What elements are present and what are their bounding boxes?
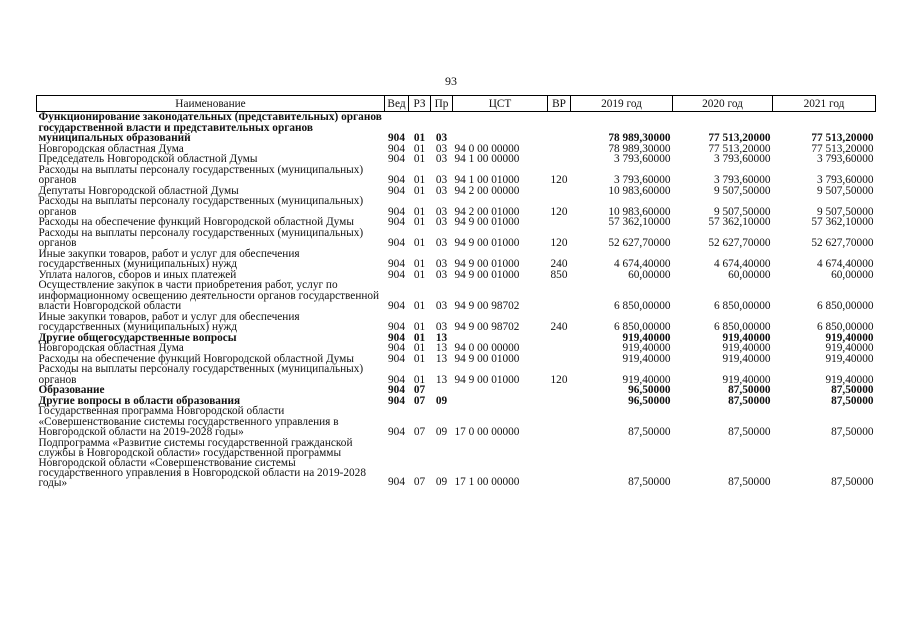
cell-2019: 96,50000 <box>628 384 671 396</box>
cell-pr: 09 <box>435 476 448 488</box>
cell-vr: 120 <box>550 373 568 386</box>
cell-cst: 94 9 00 01000 <box>454 268 520 281</box>
cell-2019: 919,40000 <box>622 373 671 386</box>
cell-rz: 01 <box>413 321 426 333</box>
cell-2019: 60,00000 <box>628 268 671 281</box>
cell-2020: 52 627,70000 <box>708 237 771 249</box>
cell-vr <box>548 186 571 197</box>
cell-ved: 904 <box>388 216 405 228</box>
header-pr: Пр <box>431 96 453 112</box>
cell-rz: 01 <box>413 205 426 218</box>
cell-pr: 03 <box>435 205 448 218</box>
cell-2019: 78 989,30000 <box>608 132 671 144</box>
cell-pr: 03 <box>435 142 448 155</box>
cell-2021: 3 793,60000 <box>817 174 874 186</box>
table-row <box>37 217 876 228</box>
cell-2021: 919,40000 <box>825 342 874 354</box>
cell-cst: 94 9 00 01000 <box>454 216 520 228</box>
cell-2020: 87,50000 <box>728 476 771 488</box>
cell-name: Иные закупки товаров, работ и услуг для обеспечения государственных (муниципальных) нужд <box>38 247 300 270</box>
cell-pr: 03 <box>435 184 448 197</box>
cell-ved: 904 <box>388 331 405 344</box>
cell-name: Образование <box>38 384 105 396</box>
cell-rz: 01 <box>413 331 426 344</box>
cell-vr <box>548 354 571 365</box>
cell-ved: 904 <box>388 153 405 165</box>
cell-pr: 13 <box>435 342 448 354</box>
cell-cst <box>453 112 548 144</box>
cell-pr: 03 <box>435 216 448 228</box>
cell-name: Расходы на обеспечение функций Новгородской областной Думы <box>38 352 354 365</box>
cell-2020: 87,50000 <box>728 384 771 396</box>
cell-2020: 4 674,40000 <box>714 258 771 270</box>
cell-2021: 87,50000 <box>831 384 874 396</box>
table-row <box>37 438 876 488</box>
cell-name: Новгородская областная Дума <box>38 142 184 155</box>
cell-name: Расходы на выплаты персоналу государственных (муниципальных) органов <box>38 363 364 386</box>
cell-vr <box>548 217 571 228</box>
cell-rz: 01 <box>413 300 426 312</box>
cell-rz: 07 <box>413 476 426 488</box>
cell-2020: 6 850,00000 <box>714 321 771 333</box>
cell-ved: 904 <box>388 384 405 396</box>
cell-cst: 94 2 00 00000 <box>454 184 520 197</box>
cell-pr: 03 <box>435 153 448 165</box>
cell-cst: 94 9 00 01000 <box>454 373 520 386</box>
cell-ved: 904 <box>388 237 405 249</box>
cell-vr <box>548 438 571 488</box>
cell-name: Расходы на обеспечение функций Новгородской областной Думы <box>38 216 354 228</box>
cell-vr <box>548 406 571 438</box>
cell-pr: 03 <box>435 132 448 144</box>
cell-rz: 01 <box>413 342 426 354</box>
cell-vr <box>548 343 571 354</box>
cell-2019: 6 850,00000 <box>614 300 671 312</box>
cell-2021: 87,50000 <box>831 476 874 488</box>
cell-2021: 57 362,10000 <box>811 216 874 228</box>
cell-pr <box>431 385 453 396</box>
cell-2019: 87,50000 <box>628 426 671 438</box>
header-2020: 2020 год <box>673 96 773 112</box>
cell-name: Председатель Новгородской областной Думы <box>38 153 258 165</box>
cell-cst <box>453 396 548 407</box>
cell-2021: 77 513,20000 <box>811 142 874 155</box>
cell-2021: 919,40000 <box>825 373 874 386</box>
cell-cst <box>453 385 548 396</box>
cell-rz: 01 <box>413 352 426 365</box>
cell-2019: 57 362,10000 <box>608 216 671 228</box>
cell-pr: 03 <box>435 237 448 249</box>
cell-ved: 904 <box>388 426 405 438</box>
cell-2019: 96,50000 <box>628 394 671 407</box>
cell-rz: 01 <box>413 258 426 270</box>
table-header <box>37 96 876 112</box>
cell-rz: 01 <box>413 373 426 386</box>
cell-pr: 13 <box>435 352 448 365</box>
cell-2019: 3 793,60000 <box>614 153 671 165</box>
cell-2020: 3 793,60000 <box>714 174 771 186</box>
table-row <box>37 165 876 186</box>
cell-cst: 94 2 00 01000 <box>454 205 520 218</box>
table-row <box>37 280 876 312</box>
cell-pr: 03 <box>435 268 448 281</box>
cell-name: Новгородская областная Дума <box>38 342 184 354</box>
cell-ved: 904 <box>388 132 405 144</box>
table-row <box>37 196 876 217</box>
cell-cst: 94 9 00 98702 <box>454 300 520 312</box>
cell-2019: 919,40000 <box>622 342 671 354</box>
cell-2020: 919,40000 <box>722 352 771 365</box>
cell-vr <box>548 112 571 144</box>
cell-ved: 904 <box>388 174 405 186</box>
cell-2021: 9 507,50000 <box>817 184 874 197</box>
cell-2020: 3 793,60000 <box>714 153 771 165</box>
cell-name: Функционирование законодательных (представительных) органов государственной власти и представительных органов муниципальных образований <box>38 111 382 144</box>
cell-vr: 120 <box>550 237 568 249</box>
cell-ved: 904 <box>388 142 405 155</box>
cell-name: Осуществление закупок в части приобретения работ, услуг по информационному освещению деятельности органов государственной власти Новгородской области <box>38 279 380 312</box>
cell-2019: 6 850,00000 <box>614 321 671 333</box>
cell-vr <box>548 396 571 407</box>
cell-ved: 904 <box>388 300 405 312</box>
cell-ved: 904 <box>388 184 405 197</box>
cell-cst: 17 0 00 00000 <box>454 426 520 438</box>
cell-ved: 904 <box>388 373 405 386</box>
header-2019: 2019 год <box>571 96 673 112</box>
cell-cst: 94 9 00 01000 <box>454 352 520 365</box>
cell-2021: 4 674,40000 <box>817 258 874 270</box>
cell-ved: 904 <box>388 394 405 407</box>
cell-name: Другие вопросы в области образования <box>38 394 241 407</box>
table-row <box>37 154 876 165</box>
cell-2019: 3 793,60000 <box>614 174 671 186</box>
table-body <box>37 112 876 488</box>
table-row <box>37 228 876 249</box>
cell-2019: 10 983,60000 <box>608 205 671 218</box>
cell-rz: 01 <box>413 174 426 186</box>
cell-2020: 77 513,20000 <box>708 142 771 155</box>
cell-name: Депутаты Новгородской областной Думы <box>38 184 239 197</box>
cell-vr: 240 <box>550 258 568 270</box>
cell-2019: 919,40000 <box>622 352 671 365</box>
cell-cst: 94 1 00 00000 <box>454 153 520 165</box>
cell-name: Подпрограмма «Развитие системы государственной гражданской службы в Новгородской области» государственной программы Новгородской области «Совершенствование системы государственного управления в Новгородской области на 2019-2028 годы» <box>38 436 366 489</box>
cell-2020: 9 507,50000 <box>714 184 771 197</box>
cell-name: Расходы на выплаты персоналу государственных (муниципальных) органов <box>38 163 364 186</box>
cell-vr: 240 <box>550 321 568 333</box>
cell-2021: 919,40000 <box>825 331 874 344</box>
cell-rz: 07 <box>413 384 426 396</box>
cell-vr: 120 <box>550 205 568 218</box>
cell-2020: 6 850,00000 <box>714 300 771 312</box>
cell-cst: 94 0 00 00000 <box>454 342 520 354</box>
cell-vr <box>548 280 571 312</box>
cell-2020: 919,40000 <box>722 331 771 344</box>
cell-cst: 17 1 00 00000 <box>454 476 520 488</box>
cell-pr: 03 <box>435 321 448 333</box>
cell-2020: 9 507,50000 <box>714 205 771 218</box>
cell-2021: 919,40000 <box>825 352 874 365</box>
cell-2021: 52 627,70000 <box>811 237 874 249</box>
cell-rz: 01 <box>413 268 426 281</box>
cell-ved: 904 <box>388 268 405 281</box>
cell-rz: 01 <box>413 237 426 249</box>
cell-ved: 904 <box>388 258 405 270</box>
cell-2019: 78 989,30000 <box>608 142 671 155</box>
table-row <box>37 406 876 438</box>
header-cst: ЦСТ <box>453 96 548 112</box>
cell-rz: 01 <box>413 184 426 197</box>
cell-2019: 10 983,60000 <box>608 184 671 197</box>
budget-table <box>36 95 876 488</box>
table-row <box>37 112 876 144</box>
cell-2019: 919,40000 <box>622 331 671 344</box>
cell-ved: 904 <box>388 342 405 354</box>
header-vr: ВР <box>548 96 571 112</box>
cell-vr <box>548 144 571 155</box>
cell-pr: 13 <box>435 373 448 386</box>
cell-2021: 60,00000 <box>831 268 874 281</box>
cell-2021: 87,50000 <box>831 426 874 438</box>
header-2021: 2021 год <box>773 96 876 112</box>
cell-2020: 87,50000 <box>728 394 771 407</box>
header-rz: РЗ <box>409 96 431 112</box>
cell-pr: 03 <box>435 258 448 270</box>
header-ved: Вед <box>385 96 409 112</box>
cell-2020: 87,50000 <box>728 426 771 438</box>
table-row <box>37 343 876 354</box>
cell-cst: 94 9 00 98702 <box>454 321 520 333</box>
cell-cst: 94 9 00 01000 <box>454 258 520 270</box>
cell-2020: 919,40000 <box>722 373 771 386</box>
cell-rz: 07 <box>413 426 426 438</box>
cell-pr: 03 <box>435 174 448 186</box>
cell-ved: 904 <box>388 352 405 365</box>
cell-rz: 01 <box>413 216 426 228</box>
cell-2021: 6 850,00000 <box>817 300 874 312</box>
cell-name: Государственная программа Новгородской области «Совершенствование системы государственного управления в Новгородской области на 2019-2028 годы» <box>38 405 339 438</box>
cell-name: Расходы на выплаты персоналу государственных (муниципальных) органов <box>38 195 364 218</box>
cell-2019: 87,50000 <box>628 476 671 488</box>
cell-vr <box>548 333 571 344</box>
cell-2021: 87,50000 <box>831 394 874 407</box>
cell-2021: 9 507,50000 <box>817 205 874 218</box>
cell-pr: 09 <box>435 394 448 407</box>
cell-vr: 120 <box>550 174 568 186</box>
cell-2021: 3 793,60000 <box>817 153 874 165</box>
cell-rz: 01 <box>413 132 426 144</box>
cell-rz: 01 <box>413 153 426 165</box>
cell-ved: 904 <box>388 205 405 218</box>
table-row <box>37 249 876 270</box>
cell-2020: 919,40000 <box>722 342 771 354</box>
cell-pr: 13 <box>435 331 448 344</box>
page-number: 93 <box>445 74 457 88</box>
cell-name: Иные закупки товаров, работ и услуг для обеспечения государственных (муниципальных) нужд <box>38 310 300 333</box>
cell-ved: 904 <box>388 476 405 488</box>
cell-2020: 60,00000 <box>728 268 771 281</box>
cell-ved: 904 <box>388 321 405 333</box>
cell-name: Расходы на выплаты персоналу государственных (муниципальных) органов <box>38 226 364 249</box>
cell-2019: 4 674,40000 <box>614 258 671 270</box>
cell-vr: 850 <box>550 268 568 281</box>
cell-cst: 94 0 00 00000 <box>454 142 520 155</box>
cell-rz: 01 <box>413 142 426 155</box>
cell-2021: 77 513,20000 <box>811 132 874 144</box>
cell-name: Уплата налогов, сборов и иных платежей <box>38 268 237 281</box>
cell-cst: 94 1 00 01000 <box>454 174 520 186</box>
cell-2020: 57 362,10000 <box>708 216 771 228</box>
table-row <box>37 385 876 396</box>
cell-2019: 52 627,70000 <box>608 237 671 249</box>
cell-vr <box>548 385 571 396</box>
cell-pr: 03 <box>435 300 448 312</box>
cell-vr <box>548 154 571 165</box>
table-row <box>37 364 876 385</box>
cell-2020: 77 513,20000 <box>708 132 771 144</box>
table-row <box>37 312 876 333</box>
cell-rz: 07 <box>413 394 426 407</box>
cell-pr: 09 <box>435 426 448 438</box>
cell-cst: 94 9 00 01000 <box>454 237 520 249</box>
cell-name: Другие общегосударственные вопросы <box>38 331 237 344</box>
header-name: Наименование <box>37 96 385 112</box>
cell-2021: 6 850,00000 <box>817 321 874 333</box>
